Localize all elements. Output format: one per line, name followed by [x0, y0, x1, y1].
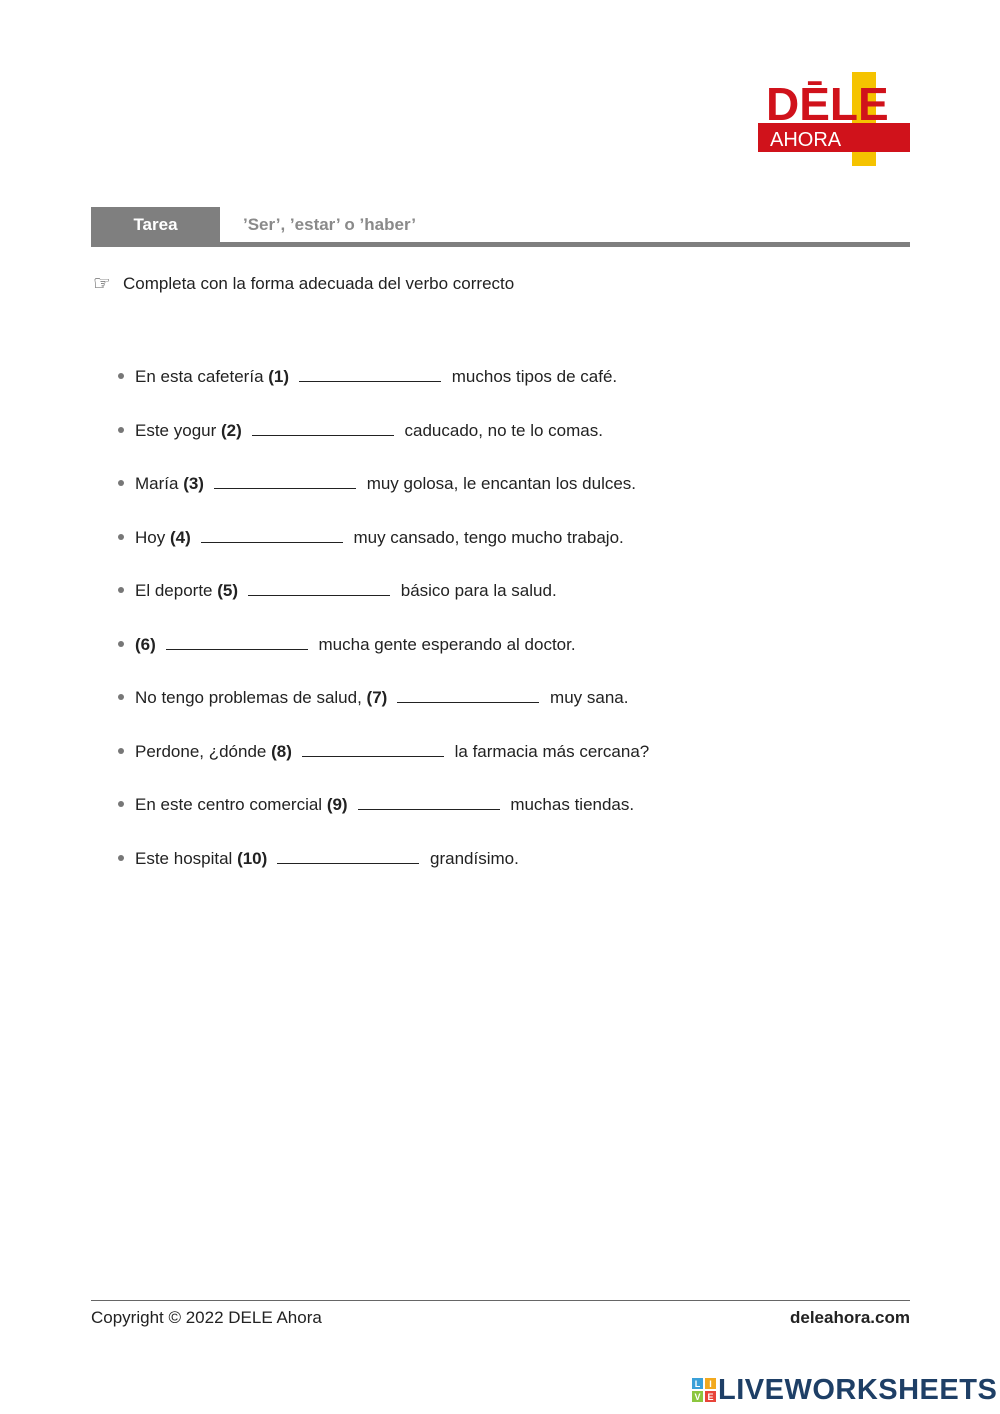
- item-text-before: María: [135, 474, 184, 493]
- answer-blank-7[interactable]: [397, 685, 539, 703]
- item-text-after: muy cansado, tengo mucho trabajo.: [348, 527, 624, 547]
- item-text-before: En este centro comercial: [135, 795, 327, 814]
- item-number: (8): [271, 741, 292, 761]
- website-link[interactable]: deleahora.com: [790, 1308, 910, 1327]
- exercise-item: [118, 471, 649, 525]
- liveworksheets-wordmark: LIVEWORKSHEETS: [718, 1374, 998, 1406]
- item-text-before: Hoy: [135, 527, 170, 547]
- item-text-after: muchas tiendas.: [505, 795, 635, 814]
- item-number: (4): [169, 527, 191, 547]
- item-text-after: caducado, no te lo comas.: [399, 420, 603, 440]
- item-text-before: En esta cafetería: [135, 367, 269, 386]
- item-number: (9): [326, 795, 348, 814]
- svg-text:DĒLE: DĒLE: [766, 78, 889, 130]
- exercise-item: [118, 739, 649, 793]
- bullet-icon: [118, 694, 124, 700]
- item-text-before: Este hospital: [135, 848, 238, 868]
- dele-ahora-logo: [758, 70, 910, 168]
- bullet-icon: [118, 480, 124, 486]
- item-text-after: muy sana.: [545, 688, 629, 707]
- bullet-icon: [118, 855, 124, 861]
- bullet-icon: [118, 587, 124, 593]
- answer-blank-9[interactable]: [358, 792, 500, 810]
- exercise-item: [118, 578, 649, 632]
- answer-blank-8[interactable]: [302, 739, 444, 757]
- bullet-icon: [118, 373, 124, 379]
- exercise-item: [118, 364, 649, 418]
- svg-text:L: L: [694, 1379, 701, 1389]
- task-title: ’Ser’, ’estar’ o ’haber’: [243, 215, 416, 234]
- bullet-icon: [118, 748, 124, 754]
- item-text-after: mucha gente esperando al doctor.: [313, 634, 576, 654]
- task-tab-label: Tarea: [91, 207, 220, 247]
- exercise-item: [118, 418, 649, 472]
- item-number: (2): [221, 420, 242, 440]
- bullet-icon: [118, 801, 124, 807]
- answer-blank-4[interactable]: [201, 525, 343, 543]
- item-text-before: Este yogur: [135, 420, 221, 440]
- item-text-after: básico para la salud.: [396, 581, 557, 600]
- item-text-after: muy golosa, le encantan los dulces.: [361, 474, 637, 493]
- bullet-icon: [118, 641, 124, 647]
- answer-blank-5[interactable]: [248, 578, 390, 596]
- copyright-text: Copyright © 2022 DELE Ahora: [91, 1308, 322, 1327]
- item-number: (1): [268, 367, 290, 386]
- answer-blank-1[interactable]: [299, 364, 441, 382]
- exercise-item: [118, 685, 649, 739]
- answer-blank-10[interactable]: [277, 846, 419, 864]
- item-text-after: muchos tipos de café.: [447, 367, 618, 386]
- svg-text:V: V: [694, 1392, 701, 1402]
- answer-blank-3[interactable]: [214, 471, 356, 489]
- item-number: (3): [183, 474, 204, 493]
- item-number: (6): [135, 634, 156, 654]
- answer-blank-6[interactable]: [166, 632, 308, 650]
- exercise-item: [118, 632, 649, 686]
- item-text-before: No tengo problemas de salud,: [135, 688, 367, 707]
- item-text-after: la farmacia más cercana?: [449, 741, 650, 761]
- item-number: (7): [366, 688, 388, 707]
- task-header: [91, 207, 910, 247]
- item-number: (10): [237, 848, 268, 868]
- svg-text:E: E: [707, 1392, 714, 1402]
- instruction-text: Completa con la forma adecuada del verbo correcto: [123, 274, 515, 293]
- answer-blank-2[interactable]: [252, 418, 394, 436]
- exercise-item: [118, 525, 649, 579]
- instruction: [93, 272, 514, 296]
- item-text-before: El deporte: [135, 581, 218, 600]
- svg-text:I: I: [709, 1379, 712, 1389]
- item-number: (5): [217, 581, 239, 600]
- exercise-item: [118, 846, 649, 900]
- item-text-after: grandísimo.: [425, 848, 519, 868]
- bullet-icon: [118, 427, 124, 433]
- svg-text:AHORA: AHORA: [770, 129, 842, 151]
- footer-rule: [91, 1300, 910, 1301]
- exercise-item: [118, 792, 649, 846]
- pointing-hand-icon: ☞: [93, 273, 111, 295]
- item-text-before: Perdone, ¿dónde: [135, 741, 272, 761]
- exercise-list: [118, 364, 649, 899]
- bullet-icon: [118, 534, 124, 540]
- liveworksheets-icon: [692, 1378, 716, 1402]
